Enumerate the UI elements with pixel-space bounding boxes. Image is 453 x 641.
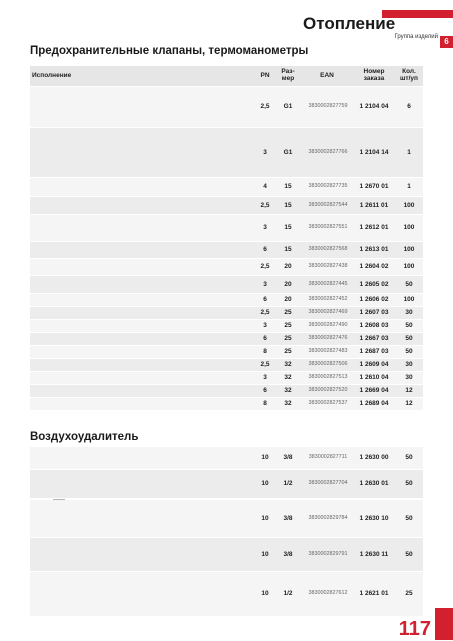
cell-ean: 3830002827711 <box>308 454 348 460</box>
cell-pn: 2,5 <box>260 202 270 209</box>
cell-qty: 50 <box>405 348 413 355</box>
table-row <box>30 215 423 242</box>
cell-size: 25 <box>284 309 292 316</box>
cell-order-no: 1 2613 01 <box>359 246 389 253</box>
cell-qty: 6 <box>407 103 411 110</box>
cell-order-no: 1 2667 03 <box>359 335 389 342</box>
table-row <box>30 538 423 572</box>
cell-qty: 100 <box>403 224 415 231</box>
cell-ean: 3830002827490 <box>308 322 348 328</box>
cell-pn: 10 <box>261 454 269 461</box>
cell-order-no: 1 2104 14 <box>359 149 389 156</box>
table-row <box>30 320 423 333</box>
cell-ean: 3830002827476 <box>308 335 348 341</box>
table-row <box>30 372 423 385</box>
table-header <box>30 66 423 86</box>
header-size: Раз-мер <box>281 68 295 82</box>
page-title: Отопление <box>303 14 396 33</box>
cell-size: G1 <box>283 103 293 110</box>
cell-pn: 8 <box>263 348 267 355</box>
cell-ean: 3830002827544 <box>308 202 348 208</box>
cell-ean: 3830002827483 <box>308 348 348 354</box>
cell-order-no: 1 2621 01 <box>359 590 389 597</box>
cell-qty: 50 <box>405 515 413 522</box>
cell-pn: 3 <box>263 149 267 156</box>
cell-pn: 6 <box>263 387 267 394</box>
cell-order-no: 1 2630 00 <box>359 454 389 461</box>
cell-pn: 10 <box>261 515 269 522</box>
cell-ean: 3830002829791 <box>308 551 348 557</box>
cell-ean: 3830002827704 <box>308 480 348 486</box>
table-row <box>30 178 423 197</box>
table-row <box>30 307 423 320</box>
cell-pn: 6 <box>263 246 267 253</box>
cell-order-no: 1 2669 04 <box>359 387 389 394</box>
cell-pn: 2,5 <box>260 361 270 368</box>
cell-qty: 1 <box>407 149 411 156</box>
header-pn: PN <box>260 72 270 79</box>
table-row <box>30 333 423 346</box>
cell-order-no: 1 2630 10 <box>359 515 389 522</box>
cell-pn: 3 <box>263 281 267 288</box>
cell-size: 1/2 <box>283 590 293 597</box>
cell-qty: 100 <box>403 296 415 303</box>
cell-ean: 3830002827568 <box>308 246 348 252</box>
cell-pn: 3 <box>263 224 267 231</box>
cell-order-no: 1 2608 03 <box>359 322 389 329</box>
cell-ean: 3830002827469 <box>308 309 348 315</box>
cell-size: 20 <box>284 263 292 270</box>
table-row <box>30 398 423 411</box>
cell-qty: 100 <box>403 246 415 253</box>
table-row <box>30 500 423 538</box>
cell-pn: 10 <box>261 590 269 597</box>
cell-ean: 3830002827513 <box>308 374 348 380</box>
cell-order-no: 1 2689 04 <box>359 400 389 407</box>
cell-qty: 12 <box>405 400 413 407</box>
cell-size: 25 <box>284 335 292 342</box>
cell-size: 15 <box>284 202 292 209</box>
table-row <box>30 572 423 617</box>
table-row <box>30 385 423 398</box>
table-row <box>30 470 423 499</box>
cell-size: 3/8 <box>283 515 293 522</box>
cell-ean: 3830002827766 <box>308 149 348 155</box>
header-order-no: Номер заказа <box>363 68 385 82</box>
cell-order-no: 1 2604 02 <box>359 263 389 270</box>
cell-order-no: 1 2605 02 <box>359 281 389 288</box>
cell-qty: 30 <box>405 374 413 381</box>
cell-pn: 8 <box>263 400 267 407</box>
cell-ean: 3830002827759 <box>308 103 348 109</box>
table-row <box>30 197 423 215</box>
cell-size: 20 <box>284 296 292 303</box>
cell-size: 15 <box>284 224 292 231</box>
cell-ean: 3830002827506 <box>308 361 348 367</box>
table-row <box>30 259 423 276</box>
header-ean: EAN <box>320 72 334 79</box>
cell-size: 32 <box>284 400 292 407</box>
section-title-air-vent: Воздухоудалитель <box>30 431 139 443</box>
cell-qty: 50 <box>405 322 413 329</box>
cell-ean: 3830002827438 <box>308 263 348 269</box>
cell-order-no: 1 2607 03 <box>359 309 389 316</box>
cell-size: 25 <box>284 322 292 329</box>
section-title-valves: Предохранительные клапаны, термоманометры <box>30 45 309 57</box>
cell-pn: 6 <box>263 296 267 303</box>
group-number-badge: 6 <box>440 36 453 48</box>
cell-order-no: 1 2630 01 <box>359 480 389 487</box>
cell-pn: 10 <box>261 480 269 487</box>
cell-qty: 25 <box>405 590 413 597</box>
cell-qty: 50 <box>405 551 413 558</box>
table-row <box>30 276 423 294</box>
cell-size: 3/8 <box>283 551 293 558</box>
cell-qty: 1 <box>407 183 411 190</box>
cell-qty: 50 <box>405 281 413 288</box>
cell-pn: 2,5 <box>260 103 270 110</box>
cell-pn: 4 <box>263 183 267 190</box>
cell-qty: 30 <box>405 309 413 316</box>
cell-size: 20 <box>284 281 292 288</box>
cell-size: 32 <box>284 387 292 394</box>
header-execution: Исполнение <box>32 72 72 79</box>
cell-order-no: 1 2609 04 <box>359 361 389 368</box>
cell-ean: 3830002827537 <box>308 400 348 406</box>
cell-ean: 3830002829784 <box>308 515 348 521</box>
cell-size: 3/8 <box>283 454 293 461</box>
cell-order-no: 1 2670 01 <box>359 183 389 190</box>
table-row <box>30 128 423 178</box>
cell-size: 1/2 <box>283 480 293 487</box>
cell-ean: 3830002827520 <box>308 387 348 393</box>
cell-order-no: 1 2612 01 <box>359 224 389 231</box>
cell-qty: 100 <box>403 202 415 209</box>
cell-pn: 2,5 <box>260 263 270 270</box>
cell-order-no: 1 2630 11 <box>359 551 389 558</box>
cell-ean: 3830002827612 <box>308 590 348 596</box>
cell-qty: 50 <box>405 335 413 342</box>
table-row <box>30 447 423 470</box>
cell-order-no: 1 2687 03 <box>359 348 389 355</box>
cell-qty: 12 <box>405 387 413 394</box>
cell-order-no: 1 2610 04 <box>359 374 389 381</box>
cell-qty: 100 <box>403 263 415 270</box>
cell-qty: 50 <box>405 454 413 461</box>
table-row <box>30 294 423 307</box>
cell-size: 32 <box>284 374 292 381</box>
cell-qty: 50 <box>405 480 413 487</box>
cell-ean: 3830002827452 <box>308 296 348 302</box>
table-row <box>30 346 423 359</box>
table-row <box>30 87 423 128</box>
cell-order-no: 1 2611 01 <box>359 202 389 209</box>
cell-pn: 2,5 <box>260 309 270 316</box>
cell-size: 15 <box>284 246 292 253</box>
cell-size: 15 <box>284 183 292 190</box>
cell-order-no: 1 2104 04 <box>359 103 389 110</box>
header-qty: Кол. шт/уп <box>400 68 418 82</box>
page-corner-accent <box>435 608 453 640</box>
cell-ean: 3830002827735 <box>308 183 348 189</box>
cell-ean: 3830002827551 <box>308 224 348 230</box>
cell-ean: 3830002827445 <box>308 281 348 287</box>
page-number: 117 <box>398 618 431 640</box>
group-label: Группа изделий <box>394 34 438 40</box>
cell-size: 32 <box>284 361 292 368</box>
cell-pn: 3 <box>263 322 267 329</box>
cell-qty: 30 <box>405 361 413 368</box>
cell-size: 25 <box>284 348 292 355</box>
cell-pn: 6 <box>263 335 267 342</box>
cell-pn: 10 <box>261 551 269 558</box>
table-row <box>30 242 423 259</box>
cell-pn: 3 <box>263 374 267 381</box>
cell-order-no: 1 2606 02 <box>359 296 389 303</box>
cell-size: G1 <box>283 149 293 156</box>
table-row <box>30 359 423 372</box>
